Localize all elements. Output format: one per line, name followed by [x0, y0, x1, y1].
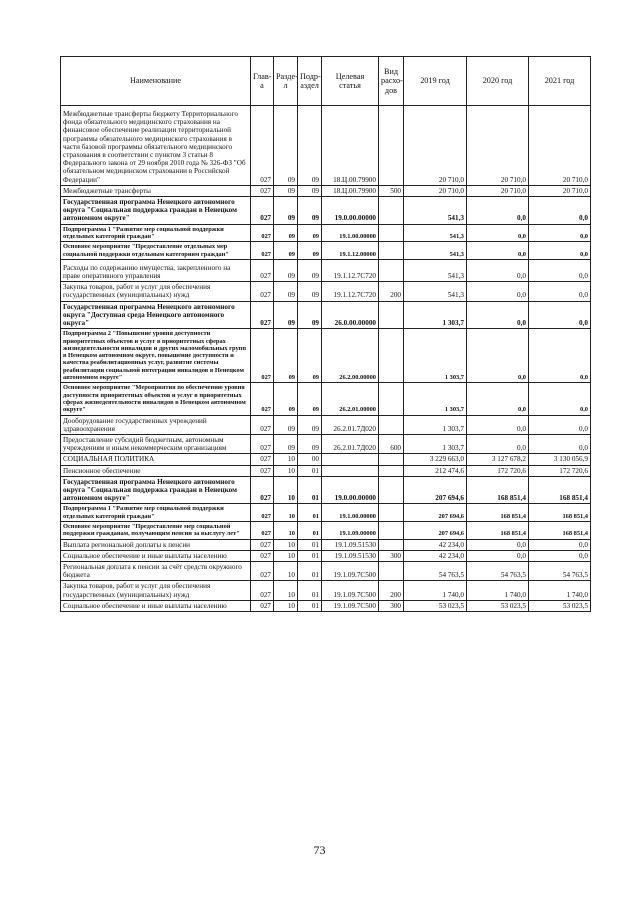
row-2019: 53 023,5 [404, 600, 467, 611]
page-number: 73 [313, 843, 326, 857]
table-row [61, 185, 591, 196]
row-2019: 42 234,0 [404, 550, 467, 561]
row-2021: 20 710,0 [529, 106, 591, 186]
row-razdel: 10 [274, 561, 298, 580]
row-glava: 027 [251, 282, 274, 301]
row-2019: 1 303,7 [404, 434, 467, 453]
table-row [61, 282, 591, 301]
row-name: Закупка товаров, работ и услуг для обеспечения государственных (муниципальных) нужд [61, 282, 251, 301]
row-razdel: 10 [274, 581, 298, 600]
row-expense-type [379, 259, 404, 281]
row-name: Закупка товаров, работ и услуг для обеспечения государственных (муниципальных) нужд [61, 581, 251, 600]
row-podrazdel: 09 [298, 434, 322, 453]
row-name: Дооборудование государственных учреждений здравоохранения [61, 415, 251, 434]
row-name: Расходы по содержанию имущества, закрепленного на праве оперативного управления [61, 259, 251, 281]
row-expense-type [379, 106, 404, 186]
row-podrazdel: 09 [298, 383, 322, 415]
row-name: Основное мероприятие "Мероприятия по обеспечению уровня доступности приоритетных объектов и услуг в приоритетных сферах жизнедеятельности инвалидов в Ненецком автономном округе" [61, 383, 251, 415]
row-2021: 0,0 [529, 282, 591, 301]
row-razdel: 10 [274, 454, 298, 465]
row-2019: 207 694,6 [404, 504, 467, 522]
table-row [61, 197, 591, 225]
row-2020: 20 710,0 [467, 185, 529, 196]
row-glava: 027 [251, 259, 274, 281]
row-2019: 541,3 [404, 197, 467, 225]
table-row [61, 383, 591, 415]
table-row [61, 454, 591, 465]
row-2020: 20 710,0 [467, 106, 529, 186]
row-podrazdel: 01 [298, 600, 322, 611]
row-target-article: 19.1.09.7С500 [322, 600, 379, 611]
row-expense-type [379, 454, 404, 465]
row-2021: 0,0 [529, 550, 591, 561]
row-2021: 168 851,4 [529, 504, 591, 522]
row-podrazdel: 01 [298, 476, 322, 504]
row-2021: 0,0 [529, 415, 591, 434]
table-row [61, 259, 591, 281]
row-expense-type [379, 383, 404, 415]
row-expense-type [379, 329, 404, 383]
row-2021: 53 023,5 [529, 600, 591, 611]
row-2019: 212 474,6 [404, 465, 467, 476]
row-razdel: 09 [274, 282, 298, 301]
row-glava: 027 [251, 454, 274, 465]
row-target-article [322, 465, 379, 476]
row-target-article: 18.Ц.00.79900 [322, 185, 379, 196]
row-podrazdel: 01 [298, 550, 322, 561]
header-glava: Главa [251, 57, 274, 106]
row-2019: 42 234,0 [404, 539, 467, 550]
row-glava: 027 [251, 465, 274, 476]
row-target-article: 26.2.01.7Д020 [322, 415, 379, 434]
row-podrazdel: 09 [298, 242, 322, 260]
row-podrazdel: 09 [298, 329, 322, 383]
row-razdel: 10 [274, 539, 298, 550]
row-razdel: 10 [274, 600, 298, 611]
row-podrazdel: 09 [298, 282, 322, 301]
row-expense-type [379, 539, 404, 550]
row-2021: 0,0 [529, 301, 591, 329]
row-2021: 20 710,0 [529, 185, 591, 196]
row-target-article: 19.1.12.00000 [322, 242, 379, 260]
row-expense-type [379, 415, 404, 434]
table-row [61, 242, 591, 260]
table-row [61, 465, 591, 476]
table-row [61, 581, 591, 600]
row-2019: 207 694,6 [404, 521, 467, 539]
table-row [61, 415, 591, 434]
row-2019: 54 763,5 [404, 561, 467, 580]
table-row [61, 301, 591, 329]
row-razdel: 10 [274, 465, 298, 476]
row-2021: 3 130 056,9 [529, 454, 591, 465]
row-razdel: 09 [274, 329, 298, 383]
row-target-article: 19.0.00.00000 [322, 476, 379, 504]
row-2019: 20 710,0 [404, 185, 467, 196]
row-razdel: 09 [274, 301, 298, 329]
table-row [61, 224, 591, 242]
row-glava: 027 [251, 242, 274, 260]
row-2019: 3 229 663,0 [404, 454, 467, 465]
row-name: Основное мероприятие "Предоставление отдельных мер социальной поддержки отдельным категориям граждан" [61, 242, 251, 260]
row-target-article: 19.1.09.51530 [322, 539, 379, 550]
row-podrazdel: 01 [298, 539, 322, 550]
row-2020: 0,0 [467, 550, 529, 561]
row-expense-type [379, 242, 404, 260]
table-header-row [61, 57, 591, 106]
row-2019: 1 303,7 [404, 383, 467, 415]
row-2021: 0,0 [529, 242, 591, 260]
row-target-article: 19.1.09.00000 [322, 521, 379, 539]
row-target-article: 26.0.00.00000 [322, 301, 379, 329]
table-row [61, 521, 591, 539]
row-2021: 168 851,4 [529, 521, 591, 539]
row-podrazdel: 09 [298, 224, 322, 242]
row-podrazdel: 00 [298, 454, 322, 465]
row-name: Подпрограмма 1 "Развитие мер социальной поддержки отдельных категорий граждан" [61, 504, 251, 522]
row-glava: 027 [251, 434, 274, 453]
row-2021: 0,0 [529, 224, 591, 242]
row-2020: 0,0 [467, 301, 529, 329]
row-glava: 027 [251, 600, 274, 611]
row-2021: 0,0 [529, 539, 591, 550]
header-name: Наименование [61, 57, 251, 106]
row-name: Подпрограмма 2 "Повышение уровня доступности приоритетных объектов и услуг в приоритетных сферах жизнедеятельности инвалидов и других маломобильных групп в Ненецком автономном округе, повышение доступности и качества реабилитационных услуг, развитие системы реабилитации социальной интеграции инвалидов в Ненецком автономном округе" [61, 329, 251, 383]
row-target-article: 19.1.09.7С500 [322, 561, 379, 580]
row-target-article: 19.1.00.00000 [322, 504, 379, 522]
row-name: Межбюджетные трансферты [61, 185, 251, 196]
row-podrazdel: 01 [298, 521, 322, 539]
table-row [61, 504, 591, 522]
row-name: Государственная программа Ненецкого автономного округа "Социальная поддержка граждан в Ненецком автономном округе" [61, 476, 251, 504]
row-expense-type [379, 504, 404, 522]
row-podrazdel: 01 [298, 581, 322, 600]
row-2020: 0,0 [467, 415, 529, 434]
row-expense-type: 500 [379, 185, 404, 196]
row-expense-type [379, 224, 404, 242]
row-glava: 027 [251, 476, 274, 504]
header-razdel: Раздел [274, 57, 298, 106]
row-razdel: 09 [274, 415, 298, 434]
header-2019: 2019 год [404, 57, 467, 106]
row-glava: 027 [251, 504, 274, 522]
row-podrazdel: 09 [298, 415, 322, 434]
row-2020: 54 763,5 [467, 561, 529, 580]
row-2020: 0,0 [467, 224, 529, 242]
row-2021: 0,0 [529, 329, 591, 383]
row-2020: 0,0 [467, 329, 529, 383]
row-glava: 027 [251, 383, 274, 415]
row-2020: 168 851,4 [467, 521, 529, 539]
row-razdel: 09 [274, 197, 298, 225]
row-glava: 027 [251, 521, 274, 539]
row-name: Социальное обеспечение и иные выплаты населению [61, 600, 251, 611]
row-2020: 172 720,6 [467, 465, 529, 476]
row-2020: 1 740,0 [467, 581, 529, 600]
row-2019: 1 303,7 [404, 329, 467, 383]
row-expense-type [379, 197, 404, 225]
row-razdel: 10 [274, 550, 298, 561]
row-glava: 027 [251, 224, 274, 242]
header-2020: 2020 год [467, 57, 529, 106]
header-expense-type: Вид расходов [379, 57, 404, 106]
row-expense-type [379, 476, 404, 504]
row-2020: 168 851,4 [467, 504, 529, 522]
header-podrazdel: Подраздел [298, 57, 322, 106]
table-row [61, 329, 591, 383]
row-2020: 0,0 [467, 383, 529, 415]
row-target-article: 19.1.12.7С720 [322, 259, 379, 281]
row-expense-type: 600 [379, 434, 404, 453]
row-podrazdel: 09 [298, 259, 322, 281]
row-2021: 54 763,5 [529, 561, 591, 580]
row-2020: 3 127 678,2 [467, 454, 529, 465]
row-2019: 1 303,7 [404, 415, 467, 434]
table-row [61, 476, 591, 504]
row-name: Предоставление субсидий бюджетным, автономным учреждениям и иным некоммерческим организациям [61, 434, 251, 453]
row-target-article: 18.Ц.00.79900 [322, 106, 379, 186]
row-2021: 0,0 [529, 434, 591, 453]
row-razdel: 09 [274, 434, 298, 453]
row-razdel: 10 [274, 476, 298, 504]
row-target-article: 26.2.00.00000 [322, 329, 379, 383]
row-target-article: 19.1.12.7С720 [322, 282, 379, 301]
row-expense-type: 300 [379, 550, 404, 561]
row-podrazdel: 09 [298, 185, 322, 196]
row-2019: 541,3 [404, 282, 467, 301]
row-razdel: 09 [274, 185, 298, 196]
row-glava: 027 [251, 106, 274, 186]
row-name: Государственная программа Ненецкого автономного округа "Социальная поддержка граждан в Ненецком автономном округе" [61, 197, 251, 225]
row-razdel: 09 [274, 383, 298, 415]
row-target-article: 26.2.01.7Д020 [322, 434, 379, 453]
table-row [61, 539, 591, 550]
row-2021: 168 851,4 [529, 476, 591, 504]
row-name: Пенсионное обеспечение [61, 465, 251, 476]
row-2021: 0,0 [529, 383, 591, 415]
row-glava: 027 [251, 197, 274, 225]
row-target-article: 19.1.00.00000 [322, 224, 379, 242]
row-2019: 1 303,7 [404, 301, 467, 329]
row-target-article: 19.0.00.00000 [322, 197, 379, 225]
table-row [61, 600, 591, 611]
row-2020: 53 023,5 [467, 600, 529, 611]
table-row [61, 434, 591, 453]
row-name: Межбюджетные трансферты бюджету Территориального фонда обязательного медицинского страхования на финансовое обеспечение реализации территориальной программы обязательного медицинского страхования в части базовой программы обязательного медицинского страхования в соответствии с пунктом 3 статьи 8 Федерального закона от 29 ноября 2010 года № 326-ФЗ "Об обязательном медицинском страховании в Российской Федерации" [61, 106, 251, 186]
row-name: Региональная доплата к пенсии за счёт средств окружного бюджета [61, 561, 251, 580]
row-2020: 0,0 [467, 259, 529, 281]
row-razdel: 10 [274, 521, 298, 539]
row-2021: 1 740,0 [529, 581, 591, 600]
row-razdel: 09 [274, 242, 298, 260]
row-2020: 0,0 [467, 242, 529, 260]
row-2019: 207 694,6 [404, 476, 467, 504]
row-target-article: 19.1.09.7С500 [322, 581, 379, 600]
row-2021: 0,0 [529, 197, 591, 225]
row-glava: 027 [251, 301, 274, 329]
row-target-article: 19.1.09.51530 [322, 550, 379, 561]
row-razdel: 09 [274, 224, 298, 242]
row-2021: 0,0 [529, 259, 591, 281]
row-2019: 541,3 [404, 259, 467, 281]
row-expense-type [379, 561, 404, 580]
row-name: Социальное обеспечение и иные выплаты населению [61, 550, 251, 561]
row-2019: 541,3 [404, 242, 467, 260]
row-glava: 027 [251, 581, 274, 600]
row-name: СОЦИАЛЬНАЯ ПОЛИТИКА [61, 454, 251, 465]
row-expense-type: 200 [379, 282, 404, 301]
row-name: Выплата региональной доплаты к пенсии [61, 539, 251, 550]
table-row [61, 550, 591, 561]
row-glava: 027 [251, 561, 274, 580]
row-glava: 027 [251, 185, 274, 196]
row-razdel: 09 [274, 259, 298, 281]
row-target-article: 26.2.01.00000 [322, 383, 379, 415]
row-2019: 541,3 [404, 224, 467, 242]
row-glava: 027 [251, 550, 274, 561]
row-name: Государственная программа Ненецкого автономного округа "Доступная среда Ненецкого автономного округа" [61, 301, 251, 329]
row-podrazdel: 09 [298, 106, 322, 186]
budget-table [60, 56, 591, 612]
row-expense-type: 200 [379, 581, 404, 600]
row-2019: 20 710,0 [404, 106, 467, 186]
row-target-article [322, 454, 379, 465]
table-row [61, 561, 591, 580]
row-razdel: 09 [274, 106, 298, 186]
row-expense-type [379, 521, 404, 539]
row-razdel: 10 [274, 504, 298, 522]
row-podrazdel: 01 [298, 561, 322, 580]
row-expense-type: 300 [379, 600, 404, 611]
row-podrazdel: 01 [298, 504, 322, 522]
row-name: Подпрограмма 1 "Развитие мер социальной поддержки отдельных категорий граждан" [61, 224, 251, 242]
row-name: Основное мероприятие "Предоставление мер социальной поддержки гражданам, получающим пенсии за выслугу лет" [61, 521, 251, 539]
budget-page [60, 56, 590, 612]
row-2020: 168 851,4 [467, 476, 529, 504]
row-glava: 027 [251, 539, 274, 550]
row-2020: 0,0 [467, 434, 529, 453]
row-glava: 027 [251, 415, 274, 434]
header-target-article: Целевая статья [322, 57, 379, 106]
row-2020: 0,0 [467, 282, 529, 301]
header-2021: 2021 год [529, 57, 591, 106]
row-expense-type [379, 465, 404, 476]
table-row [61, 106, 591, 186]
row-2021: 172 720,6 [529, 465, 591, 476]
row-glava: 027 [251, 329, 274, 383]
row-expense-type [379, 301, 404, 329]
row-podrazdel: 09 [298, 197, 322, 225]
row-podrazdel: 09 [298, 301, 322, 329]
row-2020: 0,0 [467, 197, 529, 225]
row-2020: 0,0 [467, 539, 529, 550]
row-podrazdel: 01 [298, 465, 322, 476]
row-2019: 1 740,0 [404, 581, 467, 600]
